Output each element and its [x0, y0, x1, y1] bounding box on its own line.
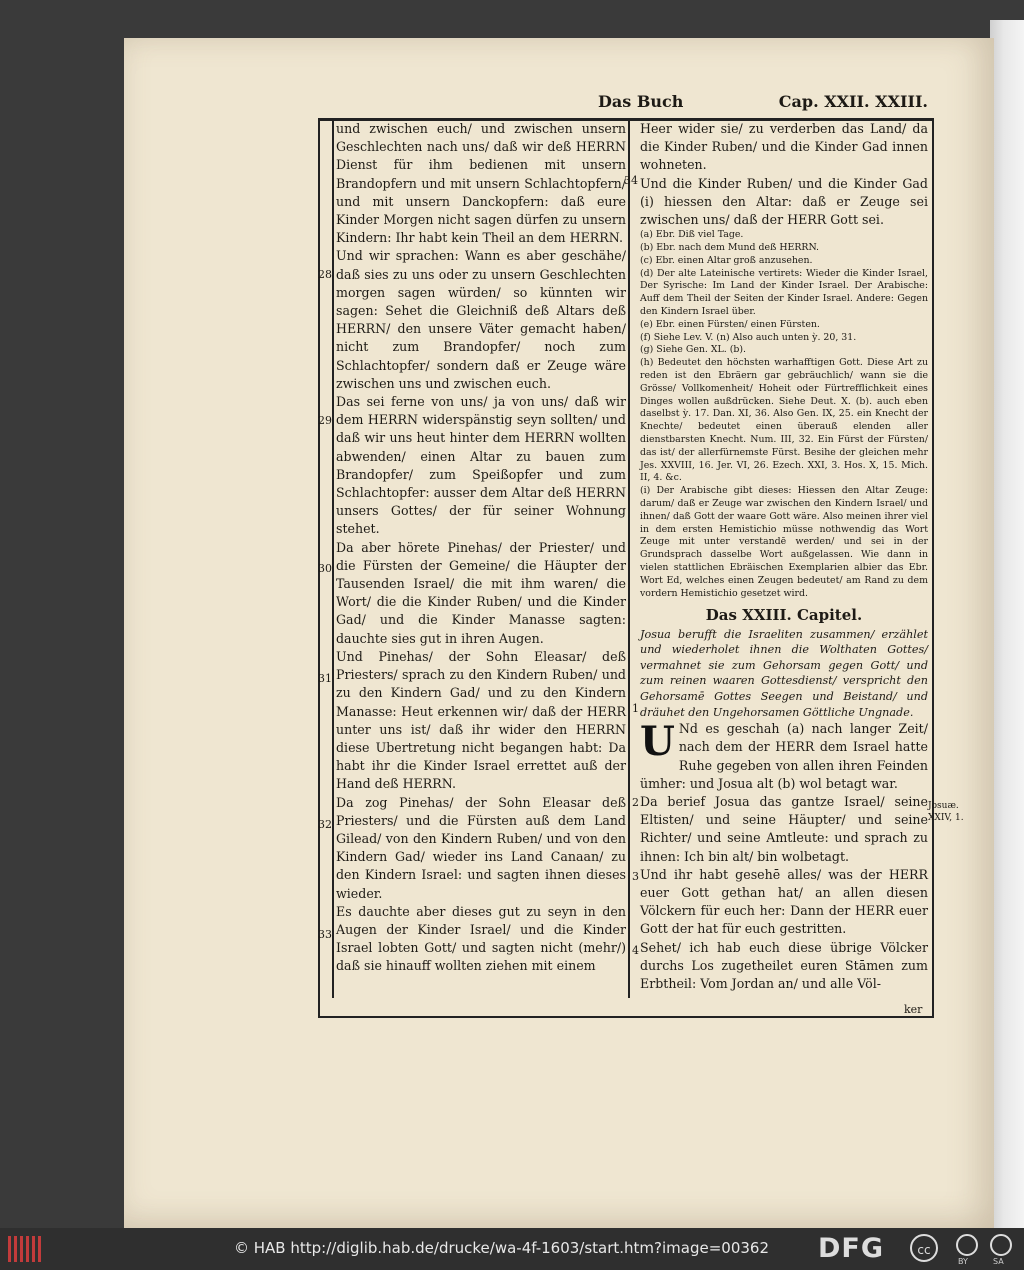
- verse-number: 28: [318, 268, 332, 281]
- chapter-summary: Josua berufft die Israeliten zusammen/ erzählet und wiederholet ihnen die Wolthaten Gottes/ vermahnet sie zum Gehorsam gegen Gott/ und zum reinen waaren Gottesdienst/ verspricht den Gehorsamē Gottes Seegen und Beistand/ und dräuhet den Ungehorsamen Göttliche Ungnade.: [640, 627, 928, 719]
- footnote: (g) Siehe Gen. XL. (b).: [640, 344, 747, 356]
- verse-text: [640, 720, 928, 793]
- footnotes: [640, 229, 928, 600]
- footnote: (h) Bedeutet den höchsten warhafftigen Gott. Diese Art zu reden ist den Ebräern gar gebräuchlich/ wann sie die Grösse/ Vollkomenheit/ Hoheit oder Fürtrefflichkeit eines Dinges wollen außdrücken. Siehe Deut. X. (b). auch eben daselbst ỳ. 17. Dan. XI, 36. Also Gen. IX, 25. ein Knecht der Knechte/ bedeutet einen überauß elenden aller dienstbarsten Knecht. Num. III, 32. Ein Fürst der Fürsten/ das ist/ der allerfürnemste Fürst. Besihe der gleichen mehr Jes. XXVIII, 16. Jer. VI, 26. Ezech. XXI, 3. Hos. X, 15. Mich. II, 4. &c.: [640, 357, 928, 484]
- copyright-link[interactable]: © HAB http://diglib.hab.de/drucke/wa-4f-1603/start.htm?image=00362: [234, 1239, 770, 1257]
- verse-text: und zwischen euch/ und zwischen unsern Geschlechten nach uns/ daß wir deß HERRN Dienst für ihm bedienen mit unsern Brandopfern und mit unsern Schlachtopfern/ und mit unsern Danckopfern: daß eure Kinder Morgen nicht sagen dürfen zu unsern Kindern: Ihr habt kein Theil an dem HERRN.: [336, 121, 626, 246]
- verse-text: Und die Kinder Ruben/ und die Kinder Gad (i) hiessen den Altar: daß er Zeuge sei zwischen uns/ daß der HERR Gott sei.: [640, 175, 928, 228]
- verse-number: 1: [632, 702, 639, 715]
- verse-text: Da aber hörete Pinehas/ der Priester/ und die Fürsten der Gemeine/ die Häupter der Tausenden Israel/ die mit ihm waren/ die Wort/ die die Kinder Ruben/ und die Kinder Gad/ und die Kinder Manasse sagten: dauchte sies gut in ihren Augen.: [336, 539, 626, 646]
- library-logo-icon: [8, 1236, 42, 1262]
- running-head: [318, 92, 928, 116]
- footnote: (c) Ebr. einen Altar groß anzusehen.: [640, 254, 813, 266]
- verse-number: 4: [632, 944, 639, 957]
- verse-number-rule-left: [332, 120, 334, 998]
- verse-text: Es dauchte aber dieses gut zu seyn in den Augen der Kinder Israel/ und die Kinder Israel lobten Gott/ und sagten nicht (mehr/) daß sie hinauff wollten ziehen mit einem: [336, 903, 626, 974]
- verse-text-body: Nd es geschah (a) nach langer Zeit/ nach dem der HERR dem Israel hatte Ruhe gegeben von allen ihren Feinden ümher: und Josua alt (b) wol betagt war.: [640, 721, 928, 791]
- verse-number: 29: [318, 414, 332, 427]
- verse-text: Heer wider sie/ zu verderben das Land/ da die Kinder Ruben/ und die Kinder Gad innen wohneten.: [640, 121, 928, 173]
- cc-license-icon[interactable]: cc: [910, 1234, 938, 1262]
- dfg-logo: DFG: [818, 1233, 885, 1264]
- footnote: (d) Der alte Lateinische vertirets: Wieder die Kinder Israel, Der Syrische: Im Land der Kinder Israel. Der Arabische: Auff dem Theil der Seiten der Kinder Israel. Andere: Gegen den Kindern Israel über.: [640, 267, 928, 317]
- footnote: (f) Siehe Lev. V. (n) Also auch unten ỳ. 20, 31.: [640, 331, 857, 343]
- verse-text: Da zog Pinehas/ der Sohn Eleasar deß Priesters/ und die Fürsten auß dem Land Gilead/ von den Kindern Ruben/ und von den Kindern Gad/ wieder ins Land Canaan/ zu den Kindern Israel: und sagten ihnen dieses wieder.: [336, 794, 626, 901]
- footnote: (a) Ebr. Diß viel Tage.: [640, 229, 744, 241]
- verse-number: 32: [318, 818, 332, 831]
- verse-number: 34: [624, 174, 638, 187]
- verse-text: Da berief Josua das gantze Israel/ seine Eltisten/ und seine Häupter/ und seine Richter/ und seine Amtleute: und sprach zu ihnen: Ich bin alt/ bin wolbetagt.: [640, 793, 928, 864]
- sa-label: SA: [993, 1257, 1004, 1266]
- footnote: (e) Ebr. einen Fürsten/ einen Fürsten.: [640, 318, 820, 330]
- verse-number: 3: [632, 870, 639, 883]
- viewer-footer: [0, 1228, 1024, 1270]
- decorated-initial: U: [640, 718, 675, 766]
- left-column: [336, 120, 626, 976]
- sa-license-icon[interactable]: [990, 1234, 1012, 1256]
- verse-text: Und wir sprachen: Wann es aber geschähe/ daß sies zu uns oder zu unsern Geschlechten morgen sagen würden/ so künnten wir sagen: Sehet die Gleichniß deß Altars deß HERRN/ den unsere Väter gemacht haben/ nicht zum Brandopfer/ noch zum Schlachtopfer/ sondern daß er Zeuge wäre zwischen uns und zwischen euch.: [336, 248, 626, 391]
- verse-text: Sehet/ ich hab euch diese übrige Völcker durchs Los zugetheilet euren Stāmen zum Erbtheil: Vom Jordan an/ und alle Völ-: [640, 939, 928, 991]
- running-head-right: Cap. XXII. XXIII.: [778, 92, 928, 111]
- running-head-left: Das Buch: [598, 92, 684, 111]
- margin-reference: Josuæ. XXIV, 1.: [928, 801, 964, 823]
- verse-text: Und ihr habt gesehē alles/ was der HERR euer Gott gethan hat/ an allen diesen Völckern für euch her: Dann der HERR euer Gott der hat für euch gestritten.: [640, 866, 928, 937]
- verse-text: Und Pinehas/ der Sohn Eleasar/ deß Priesters/ sprach zu den Kindern Ruben/ und zu den Kindern Gad/ und zu den Kindern Manasse: Heut erkennen wir/ daß der HERR unter uns ist/ daß ihr wider den HERRN diese Ubertretung nicht begangen habt: Da habt ihr die Kinder Israel errettet auß der Hand deß HERRN.: [336, 648, 626, 792]
- verse-number: 31: [318, 672, 332, 685]
- right-column: [640, 120, 928, 993]
- by-license-icon[interactable]: [956, 1234, 978, 1256]
- by-label: BY: [958, 1257, 968, 1266]
- catchword: ker: [904, 1003, 923, 1016]
- verse-number: 33: [318, 928, 332, 941]
- verse-number: 30: [318, 562, 332, 575]
- footnote: (b) Ebr. nach dem Mund deß HERRN.: [640, 242, 820, 254]
- verse-number: 2: [632, 796, 639, 809]
- chapter-title: Das XXIII. Capitel.: [705, 606, 863, 625]
- column-rule: [628, 120, 630, 998]
- footnote: (i) Der Arabische gibt dieses: Hiessen den Altar Zeuge: darum/ daß er Zeuge war zwischen den Kindern Israel/ und ihnen/ daß Gott der waare Gott wäre. Also meinen ihrer viel in dem ersten Hemistichio müsse nothwendig das Wort Zeuge mit unter verstandē werden/ und sei in der Grundsprach dasselbe Wort außgelassen. Wie dann in vielen stattlichen Ebräischen Exemplarien albier das Ebr. Wort Ed, welches einen Zeugen bedeutet/ am Rand zu dem vordern Hemistichio gesetzet wird.: [640, 485, 928, 599]
- verse-text: Das sei ferne von uns/ ja von uns/ daß wir dem HERRN widerspänstig seyn sollten/ und daß wir uns heut hinter dem HERRN wollten abwenden/ einen Altar zu bauen zum Brandopfer/ zum Speißopfer und zum Schlachtopfer: ausser dem Altar deß HERRN unsers Gottes/ der für seiner Wohnung stehet.: [336, 394, 626, 537]
- next-page-edge: [990, 20, 1024, 1228]
